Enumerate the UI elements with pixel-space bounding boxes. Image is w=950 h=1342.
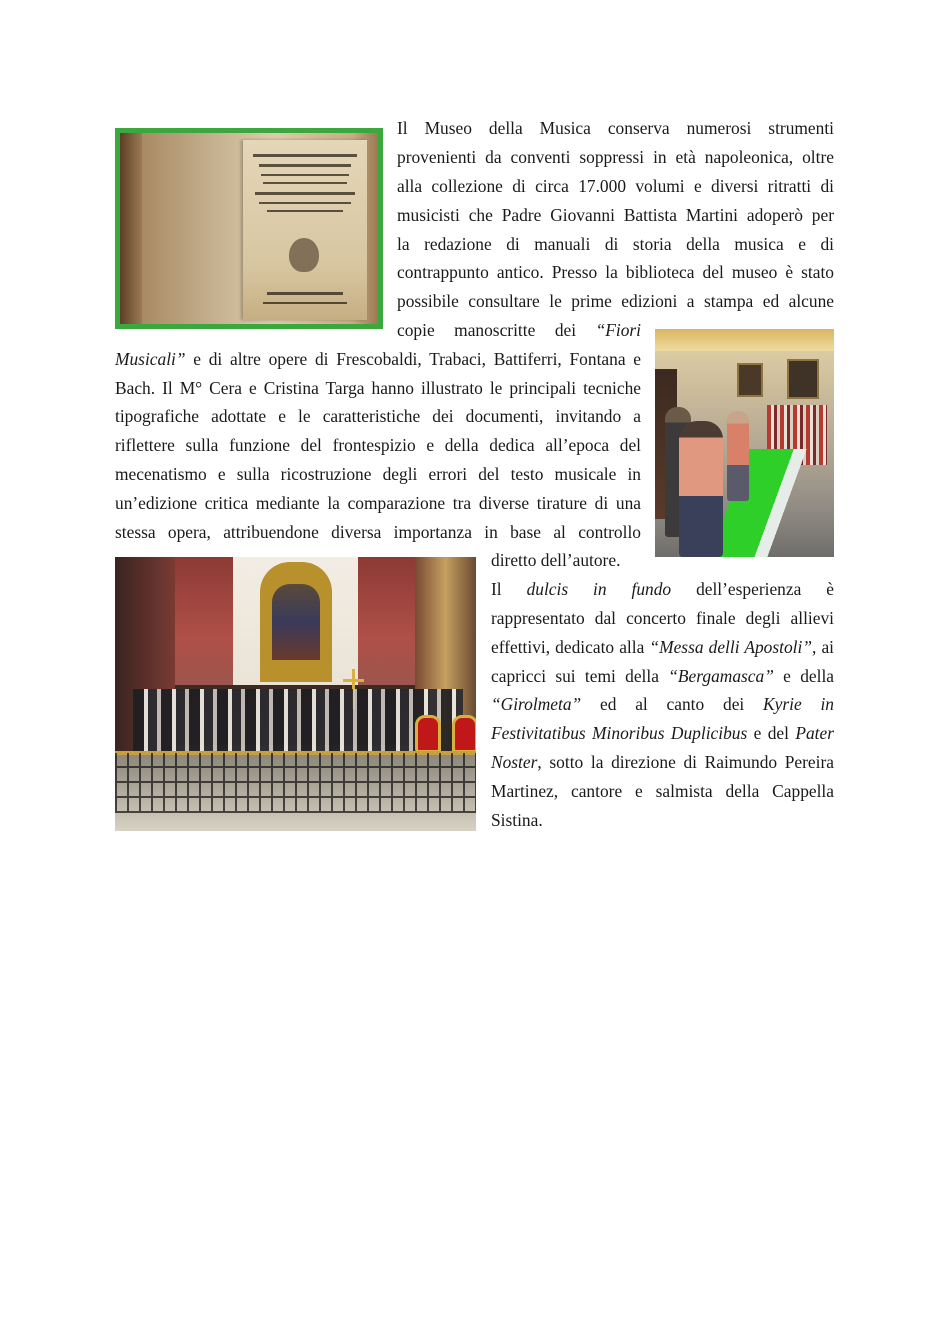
photo-church-group <box>115 557 476 831</box>
text-line: riflettere sulla funzione del frontespizio e della dedica all’epoca del <box>115 435 641 455</box>
text-line: Bach. Il M° Cera e Cristina Targa hanno illustrato le principali tecniche <box>115 378 641 398</box>
text-line: “Girolmeta” ed al canto dei Kyrie in <box>491 694 835 714</box>
text-line: un’edizione critica mediante la comparazione tra diverse tirature di una <box>115 493 641 513</box>
text-line: Sistina. <box>491 810 543 830</box>
text-line: Martinez, cantore e salmista della Cappella <box>491 781 834 801</box>
photo-museum-library <box>655 329 834 557</box>
text-line: musicisti che Padre Giovanni Battista Martini adoperò per <box>397 205 834 225</box>
text-line: diretto dell’autore. <box>491 550 621 570</box>
text-line: contrappunto antico. Presso la biblioteca del museo è stato <box>397 262 834 282</box>
photo-fiori-musicali-book <box>115 128 383 329</box>
text-line: tipografiche adottate e le caratteristiche dei documenti, invitando a <box>115 406 641 426</box>
text-line: Musicali” e di altre opere di Frescobaldi, Trabaci, Battiferri, Fontana e <box>115 349 641 369</box>
text-line: alla collezione di circa 17.000 volumi e diversi ritratti di <box>397 176 834 196</box>
text-line: Il dulcis in fundo dell’esperienza è <box>491 579 834 599</box>
text-line: mecenatismo e sulla ricostruzione degli errori del testo musicale in <box>115 464 641 484</box>
text-line: capricci sui temi della “Bergamasca” e della <box>491 666 834 686</box>
text-line: la redazione di manuali di storia della musica e di <box>397 234 834 254</box>
text-line: copie manoscritte dei “Fiori <box>397 320 641 340</box>
text-line: effettivi, dedicato alla “Messa delli Apostoli”, ai <box>491 637 835 657</box>
text-line: possibile consultare le prime edizioni a stampa ed alcune <box>397 291 834 311</box>
text-line: rappresentato dal concerto finale degli allievi <box>491 608 834 628</box>
text-line: provenienti da conventi soppressi in età napoleonica, oltre <box>397 147 834 167</box>
text-line: Festivitatibus Minoribus Duplicibus e del Pater <box>491 723 834 743</box>
text-line: stessa opera, attribuendone diversa importanza in base al controllo <box>115 522 641 542</box>
text-line: Il Museo della Musica conserva numerosi strumenti <box>397 118 834 138</box>
text-line: Noster, sotto la direzione di Raimundo Pereira <box>491 752 834 772</box>
